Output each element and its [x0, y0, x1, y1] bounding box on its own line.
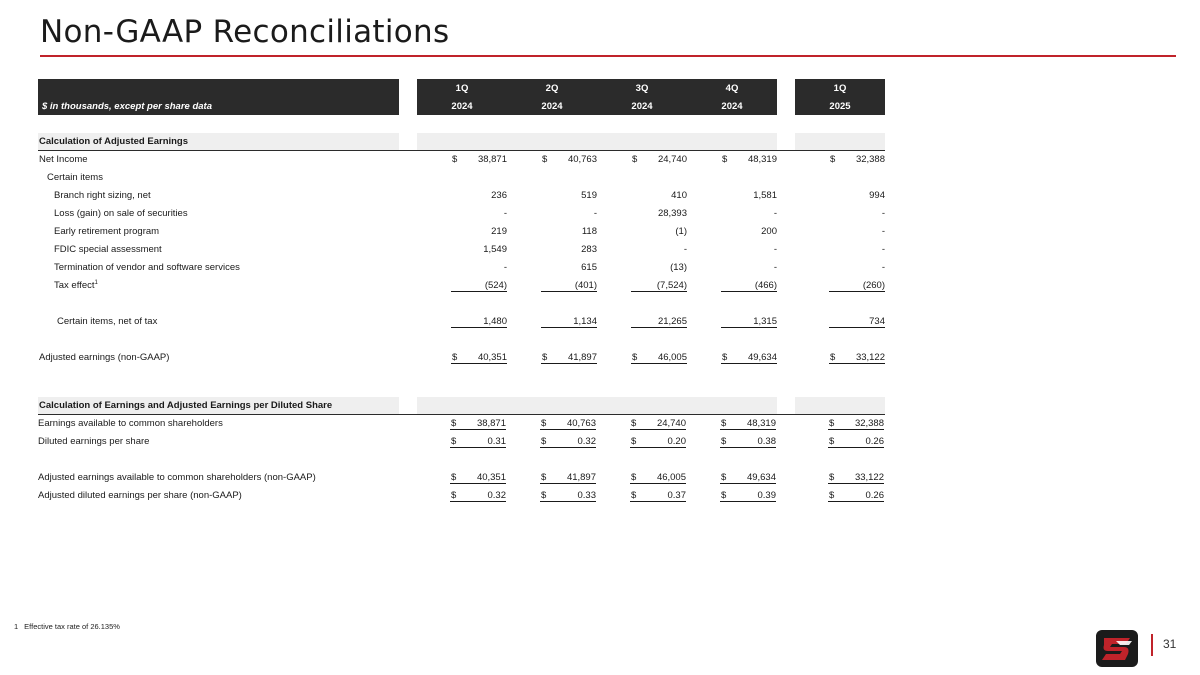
currency-symbol: $: [830, 352, 885, 364]
value-cell-wrap: [828, 490, 884, 502]
value-cell: 410: [671, 190, 687, 201]
value-cell: 1,315: [721, 316, 777, 328]
row-label-wrap: [38, 472, 316, 483]
currency-symbol: $: [829, 436, 884, 448]
section-header: [0, 397, 1200, 415]
value-cell: 49,634: [720, 472, 776, 484]
col-quarter: 3Q: [635, 83, 649, 94]
table-row: [0, 187, 1200, 205]
value-cell: 615: [581, 262, 597, 273]
currency-symbol: $: [722, 352, 777, 364]
row-label-wrap: [38, 436, 149, 447]
value-cell: 28,393: [657, 208, 687, 219]
value-cell-wrap: [829, 352, 885, 364]
table-row: [0, 313, 1200, 331]
value-cell-wrap: [721, 316, 777, 328]
table-row: [0, 259, 1200, 277]
value-cell: 236: [491, 190, 507, 201]
currency-symbol: $: [829, 418, 884, 430]
value-cell: 0.38: [720, 436, 776, 448]
currency-symbol: $: [632, 352, 687, 364]
value-cell-wrap: [540, 436, 596, 448]
row-label-wrap: [39, 154, 88, 165]
table-header-2024: [417, 79, 777, 115]
value-cell: 200: [761, 226, 777, 237]
row-label-wrap: [47, 172, 103, 183]
row-label-wrap: [54, 280, 98, 291]
row-label: Net Income: [39, 154, 88, 165]
value-cell-wrap: [721, 154, 777, 165]
currency-symbol: $: [631, 436, 686, 448]
value-cell-wrap: [541, 154, 597, 165]
value-cell: 0.32: [450, 490, 506, 502]
value-cell: 24,740: [630, 418, 686, 430]
value-cell: 994: [869, 190, 885, 201]
col-year: 2024: [721, 101, 743, 112]
value-cell: -: [593, 208, 597, 219]
value-cell-wrap: [451, 154, 507, 165]
value-cell-wrap: [451, 244, 507, 255]
value-cell: 33,122: [828, 472, 884, 484]
value-cell-wrap: [828, 472, 884, 484]
value-cell-wrap: [450, 490, 506, 502]
value-cell-wrap: [540, 472, 596, 484]
table-row: [0, 433, 1200, 451]
section-band: [795, 397, 885, 415]
currency-symbol: $: [830, 154, 836, 165]
value-cell-wrap: [721, 190, 777, 201]
currency-symbol: $: [452, 154, 458, 165]
value-cell-wrap: [720, 418, 776, 430]
value-cell: 32,388: [855, 154, 885, 165]
currency-symbol: $: [541, 436, 596, 448]
value-cell-wrap: [829, 280, 885, 292]
value-cell-wrap: [829, 316, 885, 328]
currency-symbol: $: [541, 472, 596, 484]
value-cell-wrap: [631, 190, 687, 201]
value-cell-wrap: [540, 418, 596, 430]
value-cell-wrap: [720, 436, 776, 448]
value-cell: 38,871: [450, 418, 506, 430]
value-cell: 118: [581, 226, 597, 237]
col-quarter: 1Q: [833, 83, 847, 94]
footnote-marker: 1: [94, 280, 98, 286]
value-cell-wrap: [631, 244, 687, 255]
value-cell-wrap: [828, 418, 884, 430]
value-cell: (7,524): [631, 280, 687, 292]
value-cell: 46,005: [631, 352, 687, 364]
value-cell-wrap: [630, 472, 686, 484]
value-cell-wrap: [631, 154, 687, 165]
currency-symbol: $: [632, 154, 638, 165]
value-cell: 40,763: [567, 154, 597, 165]
value-cell: 0.26: [828, 490, 884, 502]
row-label: Early retirement program: [54, 226, 160, 237]
currency-symbol: $: [542, 352, 597, 364]
value-cell: -: [683, 244, 687, 255]
value-cell-wrap: [630, 490, 686, 502]
col-quarter: 2Q: [545, 83, 559, 94]
value-cell-wrap: [541, 352, 597, 364]
row-label: Certain items: [47, 172, 103, 183]
value-cell-wrap: [541, 208, 597, 219]
value-cell: (260): [829, 280, 885, 292]
row-label: Loss (gain) on sale of securities: [54, 208, 188, 219]
value-cell: 40,351: [451, 352, 507, 364]
value-cell: 519: [581, 190, 597, 201]
value-cell: 41,897: [540, 472, 596, 484]
value-cell: 0.37: [630, 490, 686, 502]
value-cell: 49,634: [721, 352, 777, 364]
value-cell: 21,265: [631, 316, 687, 328]
currency-symbol: $: [451, 472, 506, 484]
row-label-wrap: [39, 352, 169, 363]
currency-symbol: $: [721, 472, 776, 484]
value-cell: 40,351: [450, 472, 506, 484]
value-cell: -: [503, 208, 507, 219]
value-cell-wrap: [829, 244, 885, 255]
section-band: [417, 397, 777, 415]
currency-symbol: $: [631, 418, 686, 430]
value-cell-wrap: [631, 280, 687, 292]
value-cell: (466): [721, 280, 777, 292]
currency-symbol: $: [451, 418, 506, 430]
footnote: [14, 622, 120, 631]
value-cell-wrap: [451, 262, 507, 273]
units-label: $ in thousands, except per share data: [42, 101, 212, 112]
value-cell: -: [881, 244, 885, 255]
section-band: [417, 133, 777, 151]
value-cell: 1,581: [753, 190, 777, 201]
section-band: [795, 133, 885, 151]
footnote-text: Effective tax rate of 26.135%: [24, 622, 120, 631]
value-cell: 46,005: [630, 472, 686, 484]
row-label-wrap: [54, 226, 159, 237]
row-label: FDIC special assessment: [54, 244, 162, 255]
row-label: Branch right sizing, net: [54, 190, 151, 201]
currency-symbol: $: [829, 472, 884, 484]
value-cell-wrap: [829, 190, 885, 201]
value-cell: 734: [829, 316, 885, 328]
value-cell: 0.20: [630, 436, 686, 448]
currency-symbol: $: [631, 472, 686, 484]
value-cell: -: [881, 262, 885, 273]
currency-symbol: $: [721, 418, 776, 430]
value-cell: -: [881, 226, 885, 237]
value-cell: 0.39: [720, 490, 776, 502]
value-cell: -: [881, 208, 885, 219]
row-label: Earnings available to common shareholders: [38, 418, 223, 429]
value-cell-wrap: [541, 190, 597, 201]
row-label-wrap: [54, 262, 240, 273]
table-row: [0, 151, 1200, 169]
value-cell-wrap: [721, 226, 777, 237]
value-cell: 41,897: [541, 352, 597, 364]
currency-symbol: $: [829, 490, 884, 502]
table-row: [0, 469, 1200, 487]
value-cell-wrap: [450, 472, 506, 484]
value-cell-wrap: [828, 436, 884, 448]
value-cell: -: [773, 208, 777, 219]
value-cell: 1,549: [483, 244, 507, 255]
currency-symbol: $: [541, 418, 596, 430]
value-cell-wrap: [451, 190, 507, 201]
value-cell-wrap: [721, 244, 777, 255]
currency-symbol: $: [721, 490, 776, 502]
value-cell: 48,319: [747, 154, 777, 165]
value-cell: 48,319: [720, 418, 776, 430]
value-cell-wrap: [630, 418, 686, 430]
currency-symbol: $: [542, 154, 548, 165]
row-label: Diluted earnings per share: [38, 436, 150, 447]
value-cell-wrap: [829, 154, 885, 165]
row-label-wrap: [54, 208, 188, 219]
value-cell: 1,480: [451, 316, 507, 328]
value-cell: 24,740: [657, 154, 687, 165]
value-cell: 32,388: [828, 418, 884, 430]
value-cell-wrap: [630, 436, 686, 448]
value-cell: 40,763: [540, 418, 596, 430]
currency-symbol: $: [631, 490, 686, 502]
value-cell-wrap: [451, 226, 507, 237]
value-cell-wrap: [540, 490, 596, 502]
table-row: [0, 205, 1200, 223]
title-divider: [40, 55, 1176, 57]
currency-symbol: $: [541, 490, 596, 502]
col-quarter: 1Q: [455, 83, 469, 94]
value-cell-wrap: [451, 280, 507, 292]
value-cell: (401): [541, 280, 597, 292]
table-row: [0, 487, 1200, 505]
value-cell-wrap: [631, 352, 687, 364]
value-cell-wrap: [541, 280, 597, 292]
row-label: Tax effect: [54, 280, 95, 292]
row-label: Termination of vendor and software services: [54, 262, 240, 273]
value-cell: (524): [451, 280, 507, 292]
value-cell-wrap: [720, 472, 776, 484]
table-row: [0, 223, 1200, 241]
currency-symbol: $: [451, 436, 506, 448]
value-cell: 0.33: [540, 490, 596, 502]
value-cell-wrap: [631, 226, 687, 237]
currency-symbol: $: [452, 352, 507, 364]
value-cell: 0.32: [540, 436, 596, 448]
value-cell-wrap: [829, 208, 885, 219]
value-cell-wrap: [541, 244, 597, 255]
value-cell: 283: [581, 244, 597, 255]
value-cell-wrap: [721, 280, 777, 292]
value-cell-wrap: [451, 208, 507, 219]
row-label-wrap: [38, 490, 242, 501]
value-cell-wrap: [451, 352, 507, 364]
value-cell-wrap: [631, 316, 687, 328]
row-label: Adjusted earnings (non-GAAP): [39, 352, 170, 363]
section-header: [0, 133, 1200, 151]
table-row: [0, 169, 1200, 187]
row-label-wrap: [38, 418, 223, 429]
currency-symbol: $: [451, 490, 506, 502]
row-label-wrap: [54, 190, 151, 201]
value-cell-wrap: [631, 262, 687, 273]
value-cell-wrap: [829, 226, 885, 237]
section-title: Calculation of Adjusted Earnings: [39, 136, 189, 147]
page-title: Non-GAAP Reconciliations: [40, 14, 450, 50]
table-row: [0, 277, 1200, 295]
value-cell-wrap: [721, 352, 777, 364]
table-header-units: [38, 79, 399, 115]
currency-symbol: $: [722, 154, 728, 165]
col-year: 2024: [451, 101, 473, 112]
table-row: [0, 349, 1200, 367]
value-cell: (13): [670, 262, 687, 273]
section-title: Calculation of Earnings and Adjusted Earnings per Diluted Share: [39, 400, 333, 411]
value-cell: 219: [491, 226, 507, 237]
value-cell-wrap: [541, 226, 597, 237]
value-cell-wrap: [450, 418, 506, 430]
value-cell: -: [773, 262, 777, 273]
value-cell: -: [503, 262, 507, 273]
value-cell-wrap: [541, 316, 597, 328]
value-cell-wrap: [829, 262, 885, 273]
value-cell-wrap: [631, 208, 687, 219]
value-cell-wrap: [721, 208, 777, 219]
page-number: 31: [1163, 637, 1177, 651]
value-cell: 0.26: [828, 436, 884, 448]
bank-logo-icon: [1096, 630, 1138, 667]
table-header-2025: [795, 79, 885, 115]
table-row: [0, 415, 1200, 433]
col-year: 2024: [631, 101, 653, 112]
row-label: Adjusted diluted earnings per share (non-GAAP): [38, 490, 242, 501]
value-cell-wrap: [721, 262, 777, 273]
page-number-divider: [1151, 634, 1153, 656]
value-cell: 1,134: [541, 316, 597, 328]
col-quarter: 4Q: [725, 83, 739, 94]
row-label-wrap: [54, 244, 162, 255]
value-cell: 0.31: [450, 436, 506, 448]
value-cell-wrap: [450, 436, 506, 448]
table-row: [0, 241, 1200, 259]
value-cell-wrap: [451, 316, 507, 328]
col-year: 2024: [541, 101, 563, 112]
value-cell: 33,122: [829, 352, 885, 364]
value-cell: -: [773, 244, 777, 255]
value-cell-wrap: [720, 490, 776, 502]
footnote-number: 1: [14, 622, 19, 631]
value-cell: 38,871: [477, 154, 507, 165]
value-cell-wrap: [541, 262, 597, 273]
col-year: 2025: [829, 101, 851, 112]
row-label: Adjusted earnings available to common shareholders (non-GAAP): [38, 472, 316, 483]
row-label-wrap: [57, 316, 157, 327]
value-cell: (1): [675, 226, 687, 237]
row-label: Certain items, net of tax: [57, 316, 158, 327]
currency-symbol: $: [721, 436, 776, 448]
